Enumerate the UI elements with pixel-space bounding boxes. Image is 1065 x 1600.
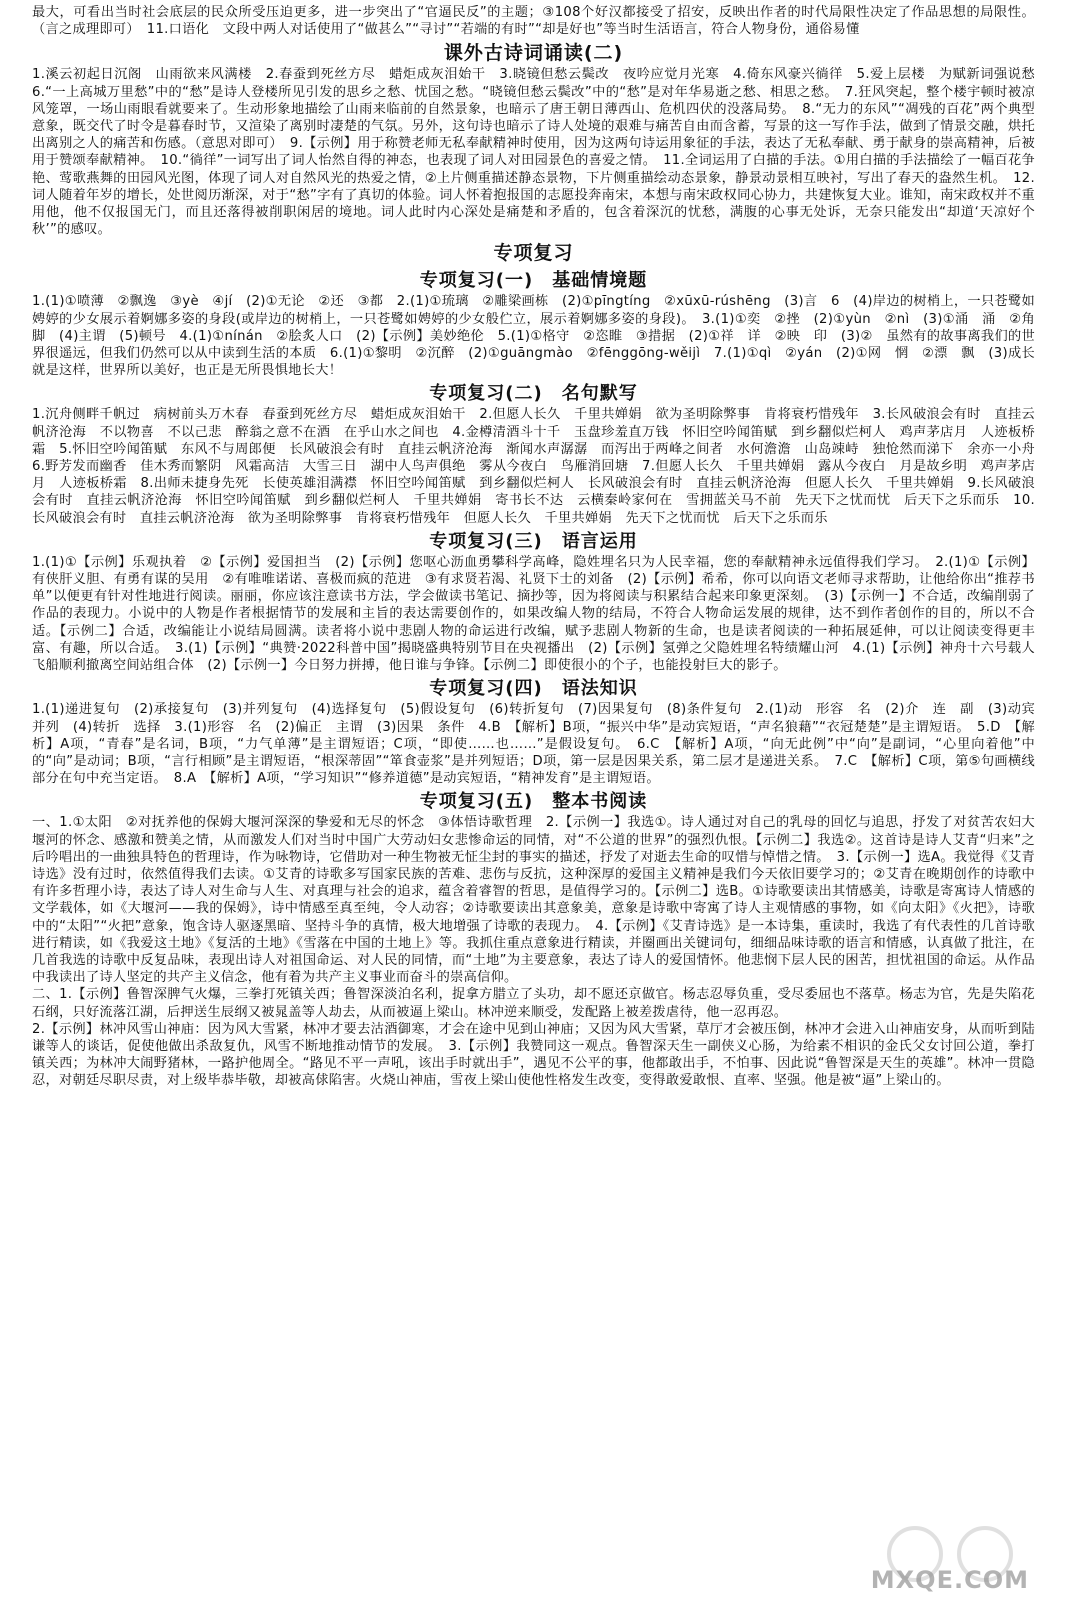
subsection-heading: 专项复习(三) 语言运用 [429, 530, 638, 552]
answer-paragraph: 1.(1)①喷薄 ②飘逸 ③yè ④jí (2)①无论 ②还 ③都 2.(1)①琉璃 ②雕梁画栋 (2)①pīngtíng ②xūxū-rúshēng (3)言 6 (4)岸边的树梢上，一只苍鹭如娉婷的少女展示着婀娜多姿的身段(或岸边的树梢上，一只苍鹭如娉婷的少女般伫立，展示着婀娜多姿的身段)。 3.(1)①奕 ②挫 (2)①yùn ②nì (3)①涌 涌 ②角 脚 (4)主谓 (5)顿号 4.(1)①nínán ②脍炙人口 (2)【示例】美妙绝伦 5.(1)①格守 ②恣睢 ③措据 (2)①祥 详 ②映 印 (3)② 虽然有的故事离我们的世界很遥远，但我们仍然可以从中读到生活的本质 6.(1)①黎明 ②沉醉 (2)①guāngmào ②fēnggōng-wěijì 7.(1)①qì ②yán (2)①网 惘 ②漂 飘 (3)成长就是这样，世界所以美好，也正是无所畏惧地长大！ [32, 294, 1049, 379]
answer-paragraph: 2.【示例】林冲风雪山神庙：因为风大雪紧，林冲才要去沽酒御寒，才会在途中见到山神庙；又因为风大雪紧，草厅才会被压倒，林冲才会进入山神庙安身，从而听到陆谦等人的谈话，促使他做出杀敌复仇，风雪不断地推动情节的发展。 3.【示例】我赞同这一观点。鲁智深天生一副侠义心肠，为给素不相识的金氏父女讨回公道，拳打镇关西；为林冲大闹野猪林，一路护他周全。“路见不平一声吼，该出手时就出手”，遇见不公平的事，他都敢出手，不怕事、因此说“鲁智深是天生的英雄”。林冲一贯隐忍，对朝廷尽职尽责，对上级毕恭毕敬，却被高俅陷害。火烧山神庙，雪夜上梁山使他性格发生改变，变得敢爱敢恨、直率、坚强。他是被“逼”上梁山的。 [32, 1021, 1035, 1089]
answer-paragraph: 1.(1)递进复句 (2)承接复句 (3)并列复句 (4)选择复句 (5)假设复句 (6)转折复句 (7)因果复句 (8)条件复句 2.(1)动 形容 名 (2)介 连 副 (3)动宾 并列 (4)转折 选择 3.(1)形容 名 (2)偏正 主谓 (3)因果 条件 4.B 【解析】B项，“振兴中华”是动宾短语，“声名狼藉”“衣冠楚楚”是主谓短语。 5.D 【解析】A项，“青春”是名词，B项，“力气单薄”是主谓短语；C项，“即使……也……”是假设复句。 6.C 【解析】A项，“向无此例”中“向”是副词，“心里向着他”中的“向”是动词；B项，“言行相顾”是主谓短语，“根深蒂固”“箪食壶浆”是并列短语；D项，第一层是因果关系，第二层才是递进关系。 7.C 【解析】C项，第⑤句画横线部分在句中充当定语。 8.A 【解析】A项，“学习知识”“修养道德”是动宾短语，“精神发育”是主谓短语。 [32, 702, 1049, 787]
subsection-heading: 专项复习(五) 整本书阅读 [419, 791, 648, 813]
answer-paragraph: 1.(1)①【示例】乐观执着 ②【示例】爱国担当 (2)【示例】您呕心沥血勇攀科学高峰，隐姓埋名只为人民幸福，您的奉献精神永远值得我们学习。 2.(1)①【示例】有侠肝义胆、有勇有谋的吴用 ②有唯唯诺诺、喜极而疯的范进 ③有求贤若渴、礼贤下士的刘备 (2)【示例】希希，你可以向语文老师寻求帮助，让他给你出“推荐书单”以便更有针对性地进行阅读。丽丽，你应该注意读书方法，学会做读书笔记、摘抄等，因为将阅读与积累结合起来印象更深刻。 (3)【示例一】不合适，改编削弱了作品的表现力。小说中的人物是作者根据情节的发展和主旨的表达需要创作的，如果改编人物的结局，不符合人物命运发展的规律，达不到作者创作的目的，所以不合适。【示例二】合适，改编能让小说结局圆满。读者将小说中悲剧人物的命运进行改编，赋予悲剧人物新的生命，也是读者阅读的一种拓展延伸，可以让阅读变得更丰富、有趣，所以合适。 3.(1)【示例】“典赞·2022科普中国”揭晓盛典特别节目在央视播出 (2)【示例】氢弹之父隐姓埋名特绩耀山河 4.(1)【示例】神舟十六号载人飞船顺利撤离空间站组合体 (2)【示例一】今日努力拼搏，他日谁与争锋。【示例二】即使很小的个子，也能投射巨大的影子。 [32, 554, 1035, 674]
answer-paragraph: 1.沉舟侧畔千帆过 病树前头万木春 春蚕到死丝方尽 蜡炬成灰泪始干 2.但愿人长久 千里共婵娟 欲为圣明除弊事 肯将衰朽惜残年 3.长风破浪会有时 直挂云帆济沧海 不以物喜 不以己悲 醉翁之意不在酒 在乎山水之间也 4.金樽清酒斗十千 玉盘珍羞直万钱 怀旧空吟闻笛赋 到乡翻似烂柯人 鸡声茅店月 人迹板桥霜 5.怀旧空吟闻笛赋 东风不与周郎便 长风破浪会有时 直挂云帆济沧海 渐闻水声潺潺 而泻出于两峰之间者 水何澹澹 山岛竦峙 独怆然而涕下 余亦一小舟 6.野芳发而幽香 佳木秀而繁阴 风霜高洁 大雪三日 湖中人鸟声俱绝 雾从今夜白 鸟雁消回塘 7.但愿人长久 千里共婵娟 露从今夜白 月是故乡明 鸡声茅店月 人迹板桥霜 8.出师未捷身先死 长使英雄泪满襟 怀旧空吟闻笛赋 到乡翻似烂柯人 长风破浪会有时 直挂云帆济沧海 但愿人长久 千里共婵娟 9.长风破浪会有时 直挂云帆济沧海 怀旧空吟闻笛赋 到乡翻似烂柯人 千里共婵娟 寄书长不达 云横秦岭家何在 雪拥蓝关马不前 先天下之忧而忧 后天下之乐而乐 10.长风破浪会有时 直挂云帆济沧海 欲为圣明除弊事 肯将衰朽惜残年 但愿人长久 千里共婵娟 先天下之忧而忧 后天下之乐而乐 [32, 407, 1049, 526]
answer-paragraph: 1.溪云初起日沉阁 山雨欲来风满楼 2.春蚕到死丝方尽 蜡炬成灰泪始干 3.晓镜但愁云鬓改 夜吟应觉月光寒 4.倚东风豪兴徜徉 5.爱上层楼 为赋新词强说愁 6.“一上高城万里愁”中的“愁”是诗人登楼所见引发的思乡之愁、忧国之愁。“晓镜但愁云鬓改”中的“愁”是对年华易逝之愁、相思之愁。 7.狂风突起，整个楼宇顿时被凉风笼罩，一场山雨眼看就要来了。生动形象地描绘了山雨来临前的自然景象，也暗示了唐王朝日薄西山、危机四伏的没落局势。 8.“无力的东风”“凋残的百花”两个典型意象，既交代了时令是暮春时节，又渲染了离别时凄楚的气氛。另外，这句诗也暗示了诗人处境的艰难与痛苦自由而含蓄，写景的这一写作手法，做到了情景交融，烘托出离别之人的痛苦和伤感。（意思对即可） 9.【示例】用于称赞老师无私奉献精神时使用，因为这两句诗运用象征的手法，表达了无私奉献、勇于献身的崇高精神，后被用于赞颂奉献精神。 10.“徜徉”一词写出了词人怡然自得的神态，也表现了词人对田园景色的喜爱之情。 11.全词运用了白描的手法。①用白描的手法描绘了一幅百花争艳、莺歌燕舞的田园风光图，体现了词人对自然风光的热爱之情，②上片侧重描述静态景物，下片侧重描绘动态景象，静景动景相互映衬，写出了春天的盎然生机。 12.词人随着年岁的增长，处世阅历渐深，对于“愁”字有了真切的体验。词人怀着抱报国的志愿投奔南宋，本想与南宋政权同心协力，共建恢复大业。谁知，南宋政权并不重用他，他不仅报国无门，而且还落得被削职闲居的境地。词人此时内心深处是痛楚和矛盾的，包含着深沉的忧愁，满腹的心事无处诉，无奈只能发出“却道‘天凉好个秋’”的感叹。 [32, 67, 1049, 238]
section-heading: 专项复习 [493, 242, 574, 265]
answer-paragraph: 一、1.①太阳 ②对抚养他的保姆大堰河深深的挚爱和无尽的怀念 ③体悟诗歌哲理 2.【示例一】我选①。诗人通过对自己的乳母的回忆与追思，抒发了对贫苦农妇大堰河的怀念、感激和赞美之情，从而激发人们对当时中国广大劳动妇女悲惨命运的同情，对“不公道的世界”的强烈仇恨。【示例二】我选②。这首诗是诗人艾青“归来”之后吟唱出的一曲独具特色的哲理诗，作为咏物诗，它借助对一种生物被无怔尘封的事实的描述，抒发了对逝去生命的叹惜与悼惜之情。 3.【示例一】选A。我觉得《艾青诗选》没有过时，依然值得我们去读。①艾青的诗歌多写国家民族的苦难、悲伤与反抗，这种深厚的爱国主义精神是我们今天依旧要学习的；②艾青在晚期创作的诗歌中有许多哲理小诗，表达了诗人对生命与人生、对真理与社会的追求，蕴含着睿智的哲思，是值得学习的。【示例二】选B。①诗歌要读出其情感美，诗歌是寄寓诗人情感的文学载体，如《大堰河——我的保姆》，诗中情感至真至纯，令人动容；②诗歌要读出其意象美，意象是诗歌中寄寓了诗人主观情感的事物，如《向太阳》《火把》，诗歌中的“太阳”“火把”意象，饱含诗人驱逐黑暗、坚持斗争的真情，极大地增强了诗歌的表现力。 4.【示例】《艾青诗选》是一本诗集，重读时，我选了有代表性的几首诗歌进行精读，如《我爱这土地》《复活的土地》《雪落在中国的土地上》等。我抓住重点意象进行精读，并圈画出关键词句，细细品味诗歌的语言和情感，认真做了批注，在几首我选的诗歌中反复品味，表现出诗人对祖国命运、对人民的同情，而“土地”为主要意象，表达了诗人的爱国情怀。他悲悯下层人民的困苦，担忧祖国的命运。从作品中我读出了诗人坚定的共产主义信念，他有着为共产主义事业而奋斗的崇高信仰。 [32, 815, 1035, 986]
answer-paragraph: 最大，可看出当时社会底层的民众所受压迫更多，进一步突出了“官逼民反”的主题；③108个好汉都接受了招安，反映出作者的时代局限性决定了作品思想的局限性。（言之成理即可） 11.口语化 文段中两人对话使用了“做甚么”“寻讨”“若端的有时”“却是好也”等当时生活语言，符合人物身份，通俗易懂 [32, 5, 1035, 38]
subsection-heading: 专项复习(一) 基础情境题 [419, 270, 648, 292]
watermark-url: MXQE.COM [870, 1566, 1029, 1594]
subsection-heading: 专项复习(四) 语法知识 [429, 678, 638, 700]
answer-paragraph: 二、1.【示例】鲁智深脾气火爆，三拳打死镇关西；鲁智深淡泊名利，捉拿方腊立了头功，却不愿还京做官。杨志忍辱负重，受尽委屈也不落草。杨志为官，先是失陷花石纲，只好流落江湖，后押送生辰纲又被晁盖等人劫去，从而被逼上梁山。林冲逆来顺受，发配路上被差拨虐待，他一忍再忍。 [32, 987, 1035, 1020]
subsection-heading: 专项复习(二) 名句默写 [429, 383, 638, 405]
section-heading: 课外古诗词诵读(二) [443, 42, 624, 65]
